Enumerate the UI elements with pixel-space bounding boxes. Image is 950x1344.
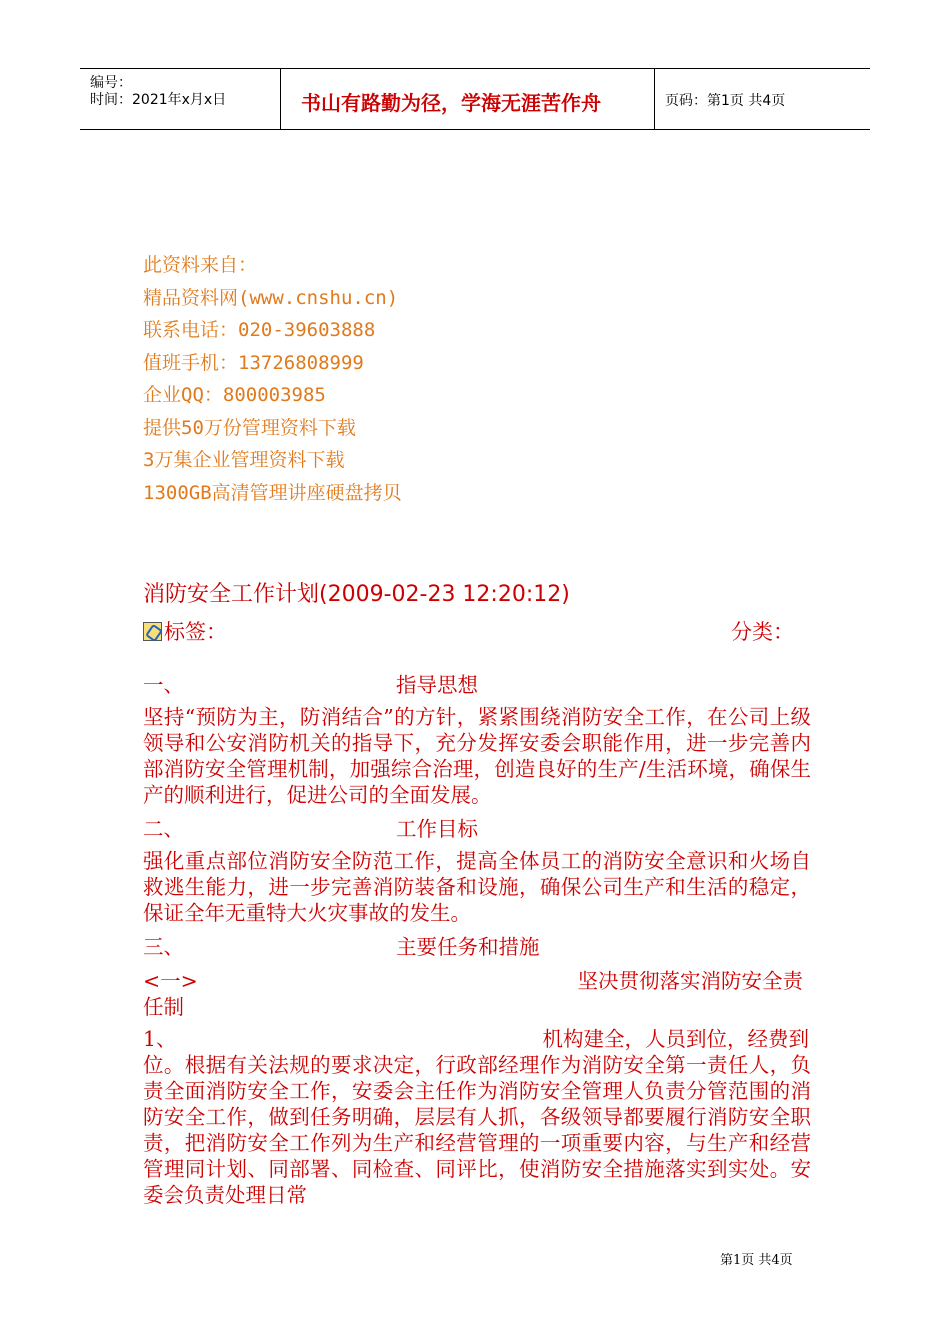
document-body	[143, 670, 811, 1208]
source-line: 企业QQ：800003985	[143, 384, 326, 406]
source-info	[143, 252, 402, 512]
time-label: 时间：2021年x月x日	[90, 92, 227, 108]
source-line: 1300GB高清管理讲座硬盘拷贝	[143, 481, 402, 504]
section-heading	[143, 670, 811, 704]
header-motto-cell	[281, 69, 655, 129]
tag-row	[143, 616, 808, 646]
page-number: 页码：第1页 共4页	[665, 93, 786, 109]
header-page-cell	[655, 69, 870, 129]
section-number: 二、	[143, 817, 184, 841]
section-number: 三、	[143, 935, 184, 959]
subsection-heading	[143, 968, 811, 994]
tag-icon	[143, 622, 162, 641]
subsection-title-cont: 任制	[143, 995, 184, 1019]
motto: 书山有路勤为径，学海无涯苦作舟	[301, 91, 601, 115]
header-meta-cell	[80, 69, 281, 129]
subsection-number: <一>	[143, 969, 198, 993]
source-line: 3万集企业管理资料下载	[143, 449, 345, 471]
section-title: 工作目标	[396, 817, 478, 841]
source-line: 此资料来自：	[143, 254, 258, 276]
document-title: 消防安全工作计划(2009-02-23 12:20:12)	[143, 582, 570, 607]
source-line: 联系电话：020-39603888	[143, 319, 376, 341]
source-line: 精品资料网(www.cnshu.cn)	[143, 286, 399, 309]
section-paragraph: 强化重点部位消防安全防范工作，提高全体员工的消防安全意识和火场自救逃生能力，进一步完善消防装备和设施，确保公司生产和生活的稳定，保证全年无重特大火灾事故的发生。	[143, 849, 811, 925]
subsection-title: 坚决贯彻落实消防安全责	[577, 969, 803, 993]
category-label: 分类：	[731, 620, 794, 644]
source-line: 值班手机：13726808999	[143, 351, 364, 374]
source-line: 提供50万份管理资料下载	[143, 416, 356, 439]
list-item	[143, 1026, 811, 1208]
tags-label: 标签：	[164, 620, 227, 644]
list-item-text: 位。根据有关法规的要求决定，行政部经理作为消防安全第一责任人，负责全面消防安全工作，安委会主任作为消防安全管理人负责分管范围的消防安全工作，做到任务明确，层层有人抓，各级领导都要履行消防安全职责，把消防安全工作列为生产和经营管理的一项重要内容，与生产和经营管理同计划、同部署、同检查、同评比，使消防安全措施落实到实处。安委会负责处理日常	[143, 1053, 811, 1207]
list-item-lead	[143, 1026, 811, 1052]
header-table	[80, 68, 870, 130]
section-number: 一、	[143, 673, 184, 697]
section-title: 指导思想	[396, 673, 478, 697]
list-item-lead-text: 机构建全，人员到位，经费到	[542, 1027, 809, 1051]
section-heading	[143, 932, 811, 966]
section-heading	[143, 814, 811, 848]
section-title: 主要任务和措施	[396, 935, 540, 959]
list-item-number: 1、	[143, 1027, 177, 1051]
section-paragraph: 坚持“预防为主，防消结合”的方针，紧紧围绕消防安全工作，在公司上级领导和公安消防机关的指导下，充分发挥安委会职能作用，进一步完善内部消防安全管理机制，加强综合治理，创造良好的生产/生活环境，确保生产的顺利进行，促进公司的全面发展。	[143, 705, 811, 807]
number-label: 编号：	[90, 75, 132, 91]
footer-page-number: 第1页 共4页	[720, 1253, 793, 1268]
